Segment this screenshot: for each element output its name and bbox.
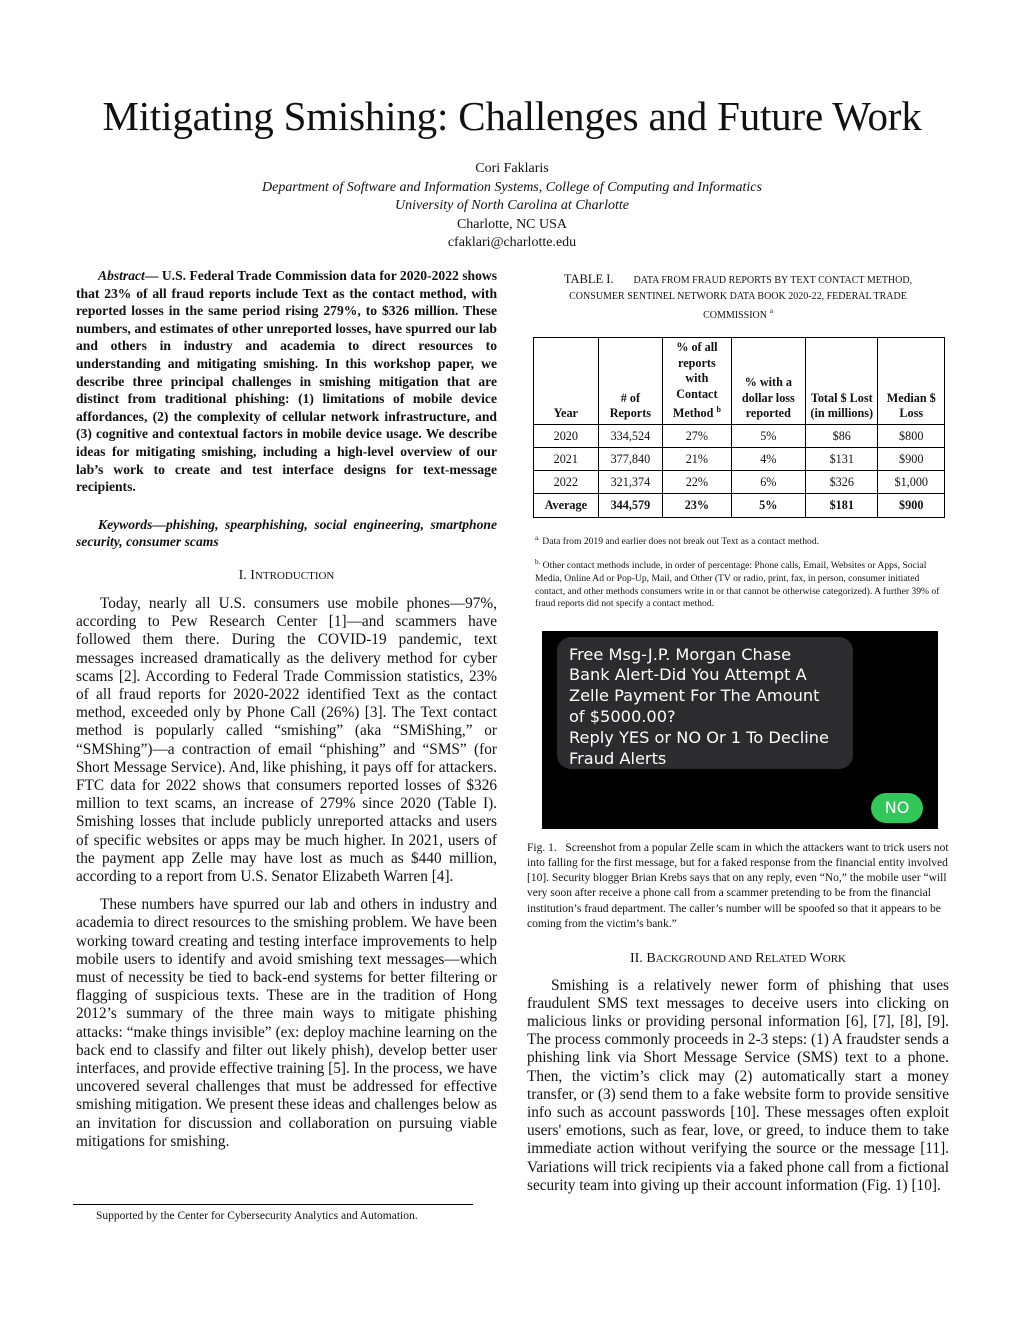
table-row (534, 424, 945, 447)
header-contact-method (663, 338, 731, 425)
figure-caption-text: Screenshot from a popular Zelle scam in which the attackers want to trick users not into falling for the first message, but for a faked response from the financial entity involved [10]. Security blogger Brian Krebs says that on any reply, even “No,” the mobile user “will very soon after receive a phone call from a scammer pretending to be from the financial institution’s fraud department. The caller’s number will be spoofed so that it appears to be coming from the victim’s bank.” (527, 841, 949, 931)
affiliation-department: Department of Software and Information Systems, College of Computing and Informatics (262, 179, 762, 195)
table-note-b (535, 556, 949, 610)
section-title-initial: R (755, 951, 765, 967)
table-cell: $1,000 (878, 471, 945, 494)
author-email: cfaklari@charlotte.edu (447, 235, 577, 250)
section-title-word-3 (810, 951, 846, 966)
left-column (76, 267, 497, 1151)
message-line: Fraud Alerts (569, 748, 667, 768)
section-title-rest: NTRODUCTION (254, 569, 335, 582)
table-header-row (534, 338, 945, 425)
header-total-lost: Total $ Lost (in millions) (806, 338, 878, 425)
table-cell: $800 (878, 424, 945, 447)
table-cell: 27% (663, 424, 731, 447)
incoming-message-text (569, 645, 869, 770)
table-cell: 5% (731, 424, 805, 447)
intro-paragraph-2: These numbers have spurred our lab and others in industry and academia to direct resources to the smishing problem. We have been working toward creating and testing interface improvements to help mobile users to identify and avoid smishing text messages—which must of necessity be tied to back-end systems for better filtering or flagging of suspicious texts. These are in the tradition of Hong 2012’s summary of the three main ways to mitigate phishing attacks: “make things invisible” (ex: deploy machine learning on the back end to classify and filter out likely phish), develop better user interfaces, and provide effective training [5]. In the process, we have uncovered several challenges that must be addressed for effective smishing mitigation. We present these ideas and challenges below as an invitation for discussion and collaboration on pursuing viable mitigations for smishing. (76, 896, 497, 1150)
table-note-a (535, 532, 949, 549)
author-block (0, 160, 1024, 253)
section-title-word-1 (646, 951, 752, 966)
figure-caption (527, 841, 949, 933)
table-cell: 377,840 (598, 448, 663, 471)
header-dollar-loss: % with a dollar loss reported (731, 338, 805, 425)
table-row (534, 471, 945, 494)
section-number: I. (238, 567, 247, 583)
table-label: TABLE I. (563, 272, 614, 286)
table-cell: 23% (663, 494, 731, 517)
author-location: Charlotte, NC USA (456, 216, 568, 232)
table-cell: 4% (731, 448, 805, 471)
message-line: Zelle Payment For The Amount (569, 686, 820, 706)
table-note-a-text: Data from 2019 and earlier does not break out Text as a contact method. (542, 535, 820, 547)
table-caption-line-3: COMMISSION (703, 309, 767, 321)
section-heading-background (527, 950, 949, 968)
table-cell: 321,374 (598, 471, 663, 494)
table-cell: 334,524 (598, 424, 663, 447)
abstract (76, 267, 497, 496)
right-column (527, 272, 949, 1195)
header-contact-method-text: % of all reports with Contact Method (672, 340, 718, 421)
abstract-dash: — (144, 268, 162, 283)
table-caption-footnote-mark: a (769, 307, 773, 315)
table-cell: 22% (663, 471, 731, 494)
section-number: II. (629, 951, 643, 967)
background-paragraph-1: Smishing is a relatively newer form of phishing that uses fraudulent SMS text messages to deceive users into clicking on malicious links or providing personal information [6], [7], [8], [9]. The process commonly proceeds in 2-3 steps: (1) A fraudster sends a phishing link via Short Message Service (SMS) text to a phone. Then, the victim’s click may (2) automatically start a money transfer, or (3) send them to a fake website form to provide sensitive info such as account passwords [10]. These messages often exploit users' emotions, such as fear, love, or greed, to induce them to take immediate action without verifying the source or the message [11]. Variations will trick recipients via a faked phone call from a fictional security team into giving up their account information (Fig. 1) [10]. (527, 976, 949, 1194)
table-cell: 21% (663, 448, 731, 471)
table-cell: $181 (806, 494, 878, 517)
paper-title: Mitigating Smishing: Challenges and Future Work (102, 93, 922, 139)
message-line: of $5000.00? (569, 706, 676, 726)
section-title-initial: W (809, 951, 823, 967)
header-reports: # of Reports (598, 338, 663, 425)
table-note-b-text: Other contact methods include, in order of percentage: Phone calls, Email, Websites or Apps, Social Media, Online Ad or Pop-Up, Mail, and Other (TV or radio, print, fax, in person, consumer initiated contact, and other methods consumers write in or that cannot be otherwise categorized). A further 39% of fraud reports did not specify a contact method. (535, 560, 940, 610)
section-title-initial: I (250, 567, 255, 583)
figure-caption-label: Fig. 1. (527, 841, 557, 854)
table-cell: 2022 (534, 471, 599, 494)
table-cell: $86 (806, 424, 878, 447)
table-caption (527, 272, 949, 323)
table-caption-line-2: CONSUMER SENTINEL NETWORK DATA BOOK 2020-22, FEDERAL TRADE (569, 290, 907, 302)
section-heading-introduction (76, 567, 497, 585)
outgoing-reply-bubble: NO (871, 793, 923, 823)
table-cell: 5% (731, 494, 805, 517)
message-line: Reply YES or NO Or 1 To Decline (569, 727, 829, 747)
table-cell: 6% (731, 471, 805, 494)
section-title-initial: B (646, 951, 656, 967)
section-title-rest: ELATED (764, 953, 807, 966)
author-name: Cori Faklaris (475, 161, 549, 176)
table-average-row (534, 494, 945, 517)
message-line: Bank Alert-Did You Attempt A (569, 665, 807, 685)
table-cell: Average (534, 494, 599, 517)
section-title-word-2 (755, 951, 806, 966)
intro-paragraph-1: Today, nearly all U.S. consumers use mobile phones—97%, according to Pew Research Center [1]—and scammers have followed them there. During the COVID-19 pandemic, text messages increased dramatically as the delivery method for cyber scams [2]. According to Federal Trade Commission statistics, 23% of all fraud reports for 2020-2022 identified Text as the contact method, exceeded only by Phone Call (26%) [3]. The Text contact method is popularly called “smishing” (aka “SMiShing,” or “SMShing”)—a contraction of email “phishing” and “SMS” (for Short Message Service). And, like phishing, it pays off for attackers. FTC data for 2022 shows that consumers reported losses of $326 million to text scams, an increase of 279% since 2020 (Table I). Smishing losses that include publicly unreported attacks and users of specific websites or apps may be much higher. In 2021, users of the payment app Zelle may have lost as much as $440 million, according to a report from U.S. Senator Elizabeth Warren [4]. (76, 594, 497, 885)
table-note-b-mark: b. (535, 558, 541, 567)
table-cell: $900 (878, 448, 945, 471)
header-median-loss: Median $ Loss (878, 338, 945, 425)
table-cell: 2021 (534, 448, 599, 471)
table-cell: 344,579 (598, 494, 663, 517)
abstract-text: U.S. Federal Trade Commission data for 2020-2022 shows that 23% of all fraud reports include Text as the contact method, with reported losses in the same period rising 279%, to $326 million. These numbers, and estimates of other unreported losses, have spurred our lab and others in industry and academia to direct resources to understanding and mitigating smishing. In this workshop paper, we describe three principal challenges in smishing mitigation that are distinct from traditional phishing: (1) limitations of mobile device affordances, (2) the complexity of cellular network infrastructure, and (3) cognitive and contextual factors in mobile device usage. We describe ideas for mitigating smishing, including a high-level overview of our lab’s work to create and test interface designs for text-message recipients. (76, 268, 497, 495)
fraud-data-table (533, 337, 945, 517)
section-title-rest: ORK (822, 953, 847, 966)
table-note-a-mark: a. (535, 533, 540, 542)
scam-message-screenshot (542, 631, 938, 829)
header-footnote-mark: b (716, 405, 721, 415)
header-year: Year (534, 338, 599, 425)
table-cell: $131 (806, 448, 878, 471)
table-cell: 2020 (534, 424, 599, 447)
affiliation-university: University of North Carolina at Charlotte (395, 198, 629, 213)
message-line: Free Msg-J.P. Morgan Chase (569, 644, 792, 664)
table-cell: $900 (878, 494, 945, 517)
keywords: Keywords—phishing, spearphishing, social engineering, smartphone security, consumer scams (76, 516, 497, 550)
section-title-rest: ACKGROUND AND (655, 953, 752, 966)
footnote-divider (73, 1204, 473, 1205)
abstract-label: Abstract (98, 268, 145, 283)
table-row (534, 448, 945, 471)
table-cell: $326 (806, 471, 878, 494)
funding-footnote: Supported by the Center for Cybersecurity Analytics and Automation. (96, 1210, 418, 1222)
table-caption-line-1: DATA FROM FRAUD REPORTS BY TEXT CONTACT METHOD, (633, 275, 913, 286)
